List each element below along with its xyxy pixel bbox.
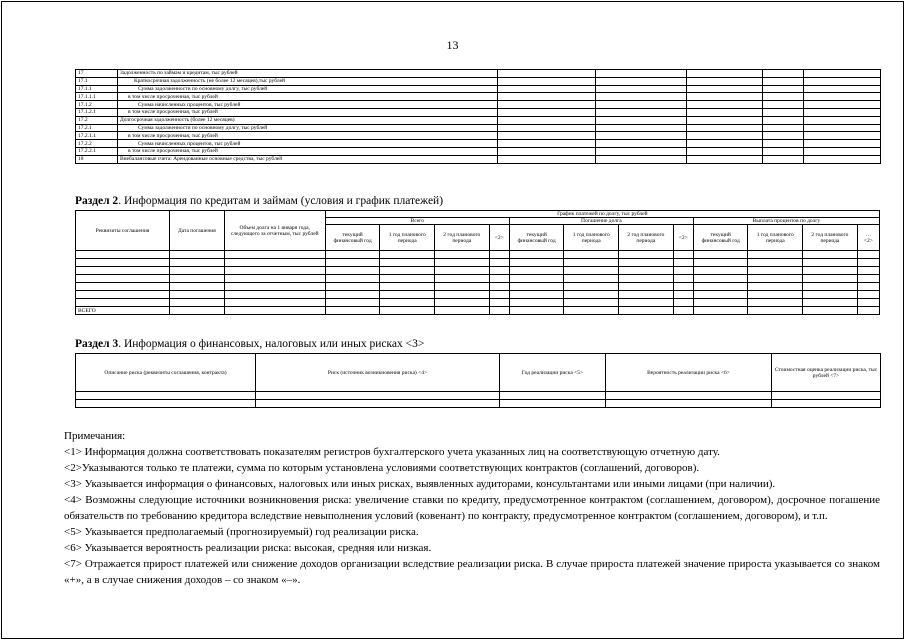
- row-label: Сумма задолженности по основному долгу, тыс рублей: [118, 85, 498, 93]
- row-code: 17.2.2.1: [76, 147, 118, 155]
- value-cell: [498, 124, 596, 132]
- value-cell: [498, 85, 596, 93]
- value-cell: [687, 101, 763, 109]
- value-cell: [763, 155, 804, 163]
- value-cell: [763, 85, 804, 93]
- value-cell: [596, 101, 687, 109]
- table-row: [76, 291, 880, 299]
- value-cell: [596, 124, 687, 132]
- note-ref-text: <2>: [863, 237, 873, 244]
- row-label: Сумма начисленных процентов, тыс рублей: [118, 140, 498, 148]
- subhdr-note2: [857, 225, 879, 251]
- hdr-total: Всего: [325, 218, 509, 225]
- row-label: в том числе просроченная, тыс рублей: [118, 93, 498, 101]
- value-cell: [804, 140, 881, 148]
- row-label: Сумма задолженности по основному долгу, тыс рублей: [118, 124, 498, 132]
- value-cell: [596, 147, 687, 155]
- table-row: [76, 108, 881, 116]
- value-cell: [687, 77, 763, 85]
- value-cell: [687, 155, 763, 163]
- value-cell: [687, 140, 763, 148]
- hdr-risk-year: Год реализации риска <5>: [500, 354, 606, 392]
- value-cell: [804, 93, 881, 101]
- value-cell: [687, 132, 763, 140]
- value-cell: [498, 132, 596, 140]
- value-cell: [804, 77, 881, 85]
- value-cell: [804, 101, 881, 109]
- value-cell: [763, 140, 804, 148]
- hdr-risk-cost: Стоимостная оценка реализации риска, тыс рублей <7>: [772, 354, 881, 392]
- note-item: <3> Указывается информация о финансовых, налоговых или иных рисках, выявленных аудиторами, консультантами или иными лицами (при наличии).: [64, 478, 776, 490]
- ellipsis-text: …: [865, 231, 872, 238]
- subhdr-year1: 1 год планового периода: [748, 225, 803, 251]
- row-label: Сумма начисленных процентов, тыс рублей: [118, 101, 498, 109]
- row-code: 17.1.2: [76, 101, 118, 109]
- hdr-repayment: Погашение долга: [509, 218, 693, 225]
- value-cell: [687, 93, 763, 101]
- value-cell: [763, 132, 804, 140]
- table-row: [76, 275, 880, 283]
- value-cell: [498, 155, 596, 163]
- value-cell: [763, 124, 804, 132]
- value-cell: [687, 116, 763, 124]
- row-label: Задолженность по займам и кредитам, тыс рублей: [118, 70, 498, 78]
- value-cell: [596, 132, 687, 140]
- row-label: Краткосрочная задолженность (не более 12 месяцев),тыс рублей: [118, 77, 498, 85]
- value-cell: [596, 77, 687, 85]
- row-code: 17.1.2.1: [76, 108, 118, 116]
- total-row-label: ВСЕГО: [76, 307, 170, 315]
- note-item: <4> Возможны следующие источники возникновения риска: увеличение ставки по кредиту, предусмотренное контрактом (соглашением, договором), досрочное погашение обязательств по требованию кредитора вследствие невыполнения условий (ковенант) по контракту, предусмотренное контрактом (соглашением, договором), и т.п.: [64, 494, 880, 522]
- table-row: [76, 77, 881, 85]
- table-row: [76, 93, 881, 101]
- row-code: 18: [76, 155, 118, 163]
- value-cell: [804, 155, 881, 163]
- value-cell: [498, 116, 596, 124]
- row-label: Долгосрочная задолженность (более 12 месяцев): [118, 116, 498, 124]
- value-cell: [804, 116, 881, 124]
- subhdr-note2: <2>: [673, 225, 693, 251]
- table-row: [76, 147, 881, 155]
- value-cell: [596, 155, 687, 163]
- subhdr-note2: <2>: [489, 225, 509, 251]
- table-row: [76, 259, 880, 267]
- value-cell: [498, 70, 596, 78]
- hdr-interest: Выплата процентов по долгу: [693, 218, 879, 225]
- hdr-risk-source: Риск (источник возникновения риска) <4>: [256, 354, 500, 392]
- table-row: [76, 267, 880, 275]
- section-3-title: Раздел 3. Информация о финансовых, налоговых или иных рисках <3>: [75, 338, 425, 350]
- page-number: 13: [446, 38, 459, 52]
- value-cell: [804, 85, 881, 93]
- notes: [64, 428, 880, 588]
- value-cell: [687, 124, 763, 132]
- value-cell: [763, 101, 804, 109]
- hdr-schedule: График платежей по долгу, тыс рублей: [325, 211, 879, 218]
- table-row: [76, 155, 881, 163]
- section-2-title: Раздел 2. Информация по кредитам и займам (условия и график платежей): [75, 195, 444, 207]
- table-row: [76, 85, 881, 93]
- value-cell: [498, 108, 596, 116]
- notes-title: Примечания:: [64, 430, 126, 442]
- value-cell: [596, 85, 687, 93]
- hdr-date: Дата погашения: [170, 211, 225, 251]
- table-row: [76, 116, 881, 124]
- value-cell: [498, 93, 596, 101]
- value-cell: [804, 124, 881, 132]
- note-item: <7> Отражается прирост платежей или снижение доходов организации вследствие реализации риска. В случае прироста платежей значение прироста указывается со знаком «+», а в случае снижения доходов – со знаком «–».: [64, 558, 880, 586]
- hdr-debt-volume: Объем долга на 1 января года, следующего за отчетным, тыс рублей: [224, 211, 325, 251]
- row-code: 17.2.2: [76, 140, 118, 148]
- note-item: <5> Указывается предполагаемый (прогнозируемый) год реализации риска.: [64, 526, 419, 538]
- table-row: [76, 299, 880, 307]
- value-cell: [498, 77, 596, 85]
- value-cell: [763, 116, 804, 124]
- value-cell: [687, 85, 763, 93]
- row-code: 17.2: [76, 116, 118, 124]
- row-code: 17: [76, 70, 118, 78]
- value-cell: [596, 140, 687, 148]
- value-cell: [763, 70, 804, 78]
- hdr-risk-desc: Описание риска (реквизиты соглашения, контракта): [76, 354, 256, 392]
- value-cell: [596, 70, 687, 78]
- value-cell: [804, 132, 881, 140]
- row-code: 17.2.1: [76, 124, 118, 132]
- value-cell: [596, 116, 687, 124]
- table-row: [76, 140, 881, 148]
- row-code: 17.1.1: [76, 85, 118, 93]
- subhdr-year2: 2 год планового периода: [803, 225, 858, 251]
- table-row: [76, 124, 881, 132]
- table-row: [76, 132, 881, 140]
- subhdr-year2: 2 год планового периода: [619, 225, 674, 251]
- value-cell: [763, 93, 804, 101]
- table-row: [76, 283, 880, 291]
- subhdr-year1: 1 год планового периода: [564, 225, 619, 251]
- note-item: <1> Информация должна соответствовать показателям регистров бухгалтерского учета указанных лиц на соответствующую отчетную дату.: [64, 446, 720, 458]
- subhdr-year2: 2 год планового периода: [435, 225, 490, 251]
- row-label: в том числе просроченная, тыс рублей: [118, 108, 498, 116]
- value-cell: [687, 108, 763, 116]
- value-cell: [763, 147, 804, 155]
- debt-table: [75, 69, 881, 164]
- table-row: [76, 70, 881, 78]
- table-row: [76, 251, 880, 259]
- value-cell: [498, 140, 596, 148]
- value-cell: [596, 93, 687, 101]
- subhdr-current-year: текущий финансовый год: [325, 225, 380, 251]
- row-code: 17.1.1.1: [76, 93, 118, 101]
- value-cell: [804, 70, 881, 78]
- note-item: <2>Указываются только те платежи, сумма по которым установлена условиями соответствующих контрактов (соглашений, договоров).: [64, 462, 700, 474]
- hdr-requisites: Реквизиты соглашения: [76, 211, 170, 251]
- note-item: <6> Указывается вероятность реализации риска: высокая, средняя или низкая.: [64, 542, 432, 554]
- hdr-risk-probability: Вероятность реализации риска <6>: [606, 354, 772, 392]
- risk-table: [75, 353, 881, 408]
- row-label: Внебалансовые счета: Арендованные основные средства, тыс рублей: [118, 155, 498, 163]
- value-cell: [596, 108, 687, 116]
- credit-schedule-table: [75, 210, 880, 315]
- value-cell: [687, 147, 763, 155]
- value-cell: [763, 77, 804, 85]
- value-cell: [763, 108, 804, 116]
- value-cell: [498, 101, 596, 109]
- row-code: 17.1: [76, 77, 118, 85]
- subhdr-current-year: текущий финансовый год: [509, 225, 564, 251]
- value-cell: [687, 70, 763, 78]
- subhdr-current-year: текущий финансовый год: [693, 225, 748, 251]
- value-cell: [804, 108, 881, 116]
- value-cell: [804, 147, 881, 155]
- subhdr-year1: 1 год планового периода: [380, 225, 435, 251]
- value-cell: [498, 147, 596, 155]
- row-label: в том числе просроченная, тыс рублей: [118, 147, 498, 155]
- row-code: 17.2.1.1: [76, 132, 118, 140]
- row-label: в том числе просроченная, тыс рублей: [118, 132, 498, 140]
- table-row: [76, 101, 881, 109]
